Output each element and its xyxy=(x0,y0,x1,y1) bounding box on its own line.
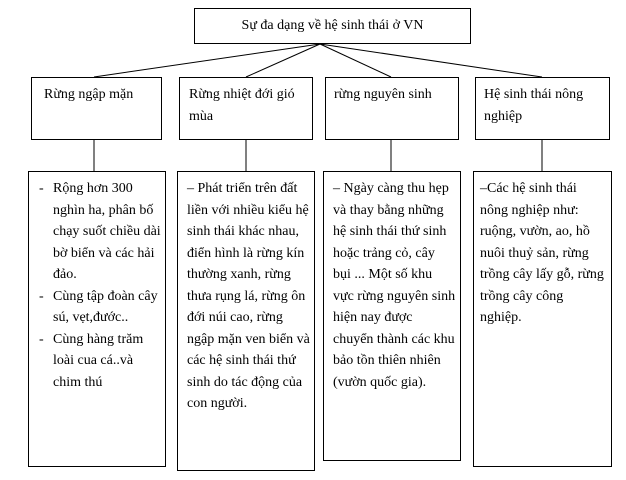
detail-text-primary-forest: – Ngày càng thu hẹp và thay bằng những hệ sinh thái thứ sinh hoặc trảng cỏ, cây bụi ... Một số khu vực rừng nguyên sinh hiện nay được chuyển thành các khu bảo tồn thiên nhiên (vườn quốc gia). xyxy=(333,181,456,390)
detail-text-monsoon-forest: – Phát triển trên đất liền với nhiều kiểu hệ sinh thái khác nhau, điển hình là rừng kín thường xanh, rừng thưa rụng lá, rừng ôn đới núi cao, rừng ngập mặn ven biển và các hệ sinh thái thứ sinh do tác động của con người. xyxy=(187,181,310,411)
detail-box-agri-ecosystem xyxy=(473,171,612,467)
bullet-marker: - xyxy=(39,331,44,347)
detail-box-primary-forest xyxy=(323,171,461,461)
category-box-mangrove xyxy=(31,77,162,140)
bullet-marker: - xyxy=(39,181,44,196)
category-label-mangrove: Rừng ngập mặn xyxy=(44,87,134,102)
bullet-marker: - xyxy=(39,288,44,304)
category-label-monsoon-forest: Rừng nhiệt đới gió mùa xyxy=(189,87,295,124)
title-text: Sự đa dạng về hệ sinh thái ở VN xyxy=(241,18,424,33)
detail-text-agri-ecosystem: –Các hệ sinh thái nông nghiệp như: ruộng, vườn, ao, hồ nuôi thuỷ sản, rừng trồng cây lấy gỗ, rừng trồng cây công nghiệp. xyxy=(480,181,604,325)
detail-box-mangrove xyxy=(28,171,166,467)
list-item xyxy=(39,178,161,286)
category-label-primary-forest: rừng nguyên sinh xyxy=(334,87,432,102)
category-label-agri-ecosystem: Hệ sinh thái nông nghiệp xyxy=(484,87,584,124)
category-box-monsoon-forest xyxy=(179,77,313,140)
list-item xyxy=(39,329,161,394)
list-item xyxy=(39,286,161,329)
list-item-text: Cùng tập đoàn cây sú, vẹt,đước.. xyxy=(53,288,158,325)
title-box xyxy=(194,8,471,44)
mangrove-bullet-list xyxy=(39,178,161,393)
detail-box-monsoon-forest xyxy=(177,171,315,471)
connector-title-cat1 xyxy=(94,44,320,77)
connector-title-cat4 xyxy=(320,44,542,77)
category-box-primary-forest xyxy=(325,77,459,140)
list-item-text: Rộng hơn 300 nghìn ha, phân bố chạy suốt chiều dài bờ biển và các hải đảo. xyxy=(53,181,161,282)
category-box-agri-ecosystem xyxy=(475,77,610,140)
list-item-text: Cùng hàng trăm loài cua cá..và chim thú xyxy=(53,331,144,390)
